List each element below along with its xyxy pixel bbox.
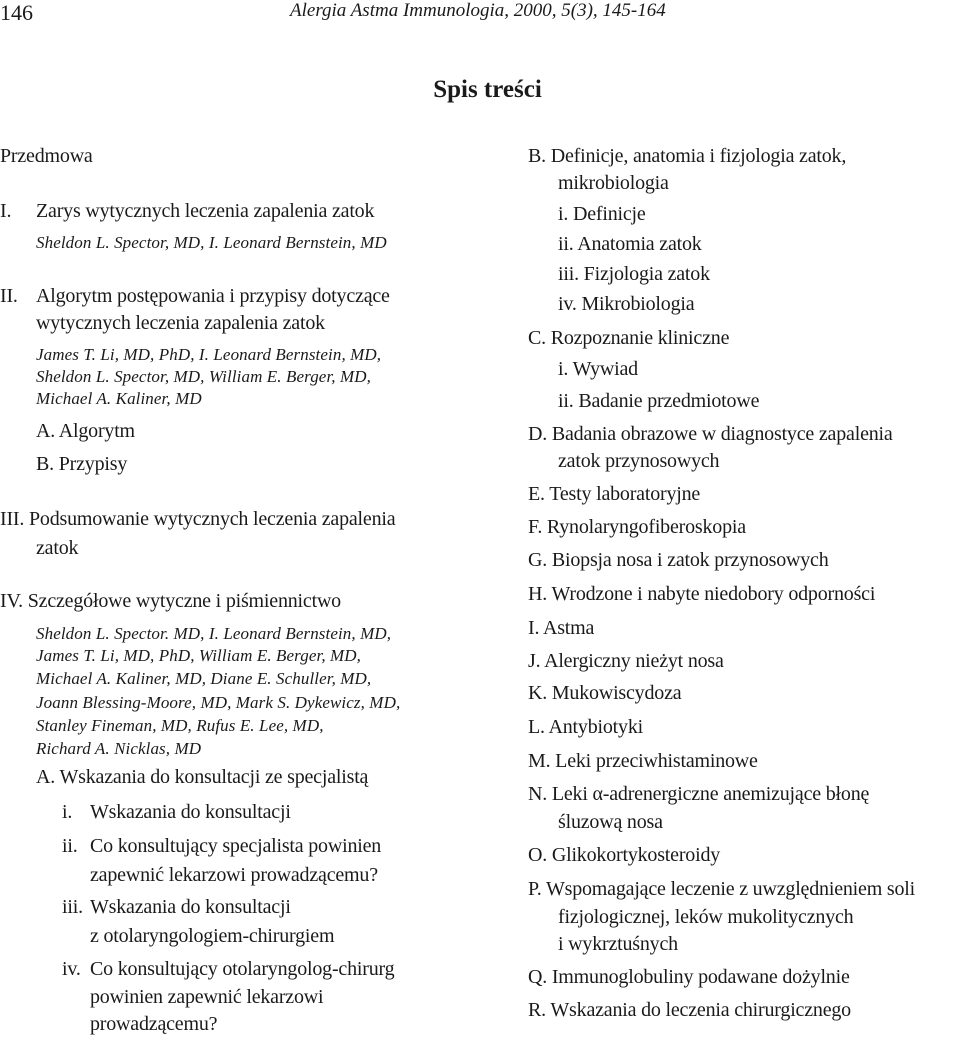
toc-item: iii. Fizjologia zatok: [558, 263, 710, 285]
toc-item: Co konsultujący specjalista powinien: [90, 835, 382, 857]
toc-authors: Sheldon L. Spector. MD, I. Leonard Bernstein, MD,: [36, 624, 392, 643]
toc-subsection: P. Wspomagające leczenie z uwzględnieniem soli: [528, 878, 915, 900]
toc-subsection: N. Leki α-adrenergiczne anemizujące błonę: [528, 783, 870, 805]
toc-subsection-continued: zatok przynosowych: [558, 450, 720, 472]
toc-subsection: J. Alergiczny nieżyt nosa: [528, 650, 724, 672]
toc-entry-preface: Przedmowa: [0, 145, 93, 167]
toc-section-title: Algorytm postępowania i przypisy dotyczące: [36, 285, 390, 307]
toc-subsection-continued: mikrobiologia: [558, 172, 669, 194]
toc-subsection-continued: śluzową nosa: [558, 811, 663, 833]
toc-section-number: I.: [0, 200, 12, 222]
toc-subsection: H. Wrodzone i nabyte niedobory odporności: [528, 583, 876, 605]
toc-item: ii. Badanie przedmiotowe: [558, 390, 760, 412]
toc-item-number: iii.: [62, 896, 83, 918]
toc-section-title-continued: wytycznych leczenia zapalenia zatok: [36, 312, 325, 334]
toc-item: iv. Mikrobiologia: [558, 293, 695, 315]
toc-subsection: Q. Immunoglobuliny podawane dożylnie: [528, 966, 850, 988]
toc-item-continued: prowadzącemu?: [90, 1013, 218, 1035]
toc-section-title: IV. Szczegółowe wytyczne i piśmiennictwo: [0, 590, 341, 612]
toc-subsection: E. Testy laboratoryjne: [528, 483, 701, 505]
toc-section-number: II.: [0, 285, 18, 307]
toc-authors: Stanley Fineman, MD, Rufus E. Lee, MD,: [36, 716, 324, 735]
toc-subsection: D. Badania obrazowe w diagnostyce zapalenia: [528, 423, 893, 445]
toc-authors: Michael A. Kaliner, MD, Diane E. Schuller, MD,: [36, 669, 372, 688]
toc-item-continued: z otolaryngologiem-chirurgiem: [90, 925, 335, 947]
toc-item-number: i.: [62, 801, 73, 823]
toc-subsection: F. Rynolaryngofiberoskopia: [528, 516, 746, 538]
toc-subsection: I. Astma: [528, 617, 595, 639]
toc-item-number: ii.: [62, 835, 78, 857]
toc-authors: Michael A. Kaliner, MD: [36, 389, 202, 408]
toc-subsection: G. Biopsja nosa i zatok przynosowych: [528, 549, 829, 571]
toc-item: i. Wywiad: [558, 358, 638, 380]
toc-item-continued: zapewnić lekarzowi prowadzącemu?: [90, 864, 378, 886]
toc-subsection: O. Glikokortykosteroidy: [528, 844, 721, 866]
toc-subsection-continued: fizjologicznej, leków mukolitycznych: [558, 906, 854, 928]
toc-section-title: Zarys wytycznych leczenia zapalenia zatok: [36, 200, 375, 222]
toc-subsection-continued: i wykrztuśnych: [558, 933, 678, 955]
toc-subsection: A. Algorytm: [36, 420, 135, 442]
page-title: Spis treści: [433, 76, 542, 103]
toc-subsection: B. Definicje, anatomia i fizjologia zatok,: [528, 145, 847, 167]
toc-item: i. Definicje: [558, 203, 646, 225]
toc-section-title-continued: zatok: [36, 537, 79, 559]
toc-section-title: III. Podsumowanie wytycznych leczenia zapalenia: [0, 508, 396, 530]
toc-item: Wskazania do konsultacji: [90, 896, 291, 918]
toc-authors: Richard A. Nicklas, MD: [36, 739, 202, 758]
toc-item-continued: powinien zapewnić lekarzowi: [90, 986, 324, 1008]
toc-subsection: M. Leki przeciwhistaminowe: [528, 750, 758, 772]
toc-authors: Joann Blessing-Moore, MD, Mark S. Dykewicz, MD,: [36, 693, 401, 712]
toc-subsection: A. Wskazania do konsultacji ze specjalistą: [36, 766, 369, 788]
toc-authors: James T. Li, MD, PhD, I. Leonard Bernstein, MD,: [36, 345, 382, 364]
toc-item: Co konsultujący otolaryngolog-chirurg: [90, 958, 395, 980]
page-number: 146: [0, 0, 33, 25]
toc-subsection: R. Wskazania do leczenia chirurgicznego: [528, 999, 851, 1021]
toc-item: ii. Anatomia zatok: [558, 233, 702, 255]
toc-item-number: iv.: [62, 958, 81, 980]
toc-authors: Sheldon L. Spector, MD, I. Leonard Bernstein, MD: [36, 233, 387, 252]
toc-subsection: B. Przypisy: [36, 453, 128, 475]
toc-subsection: L. Antybiotyki: [528, 716, 643, 738]
journal-citation: Alergia Astma Immunologia, 2000, 5(3), 145-164: [290, 0, 666, 21]
toc-item: Wskazania do konsultacji: [90, 801, 291, 823]
toc-subsection: C. Rozpoznanie kliniczne: [528, 327, 730, 349]
toc-authors: Sheldon L. Spector, MD, William E. Berger, MD,: [36, 367, 371, 386]
toc-authors: James T. Li, MD, PhD, William E. Berger, MD,: [36, 646, 362, 665]
toc-subsection: K. Mukowiscydoza: [528, 682, 682, 704]
